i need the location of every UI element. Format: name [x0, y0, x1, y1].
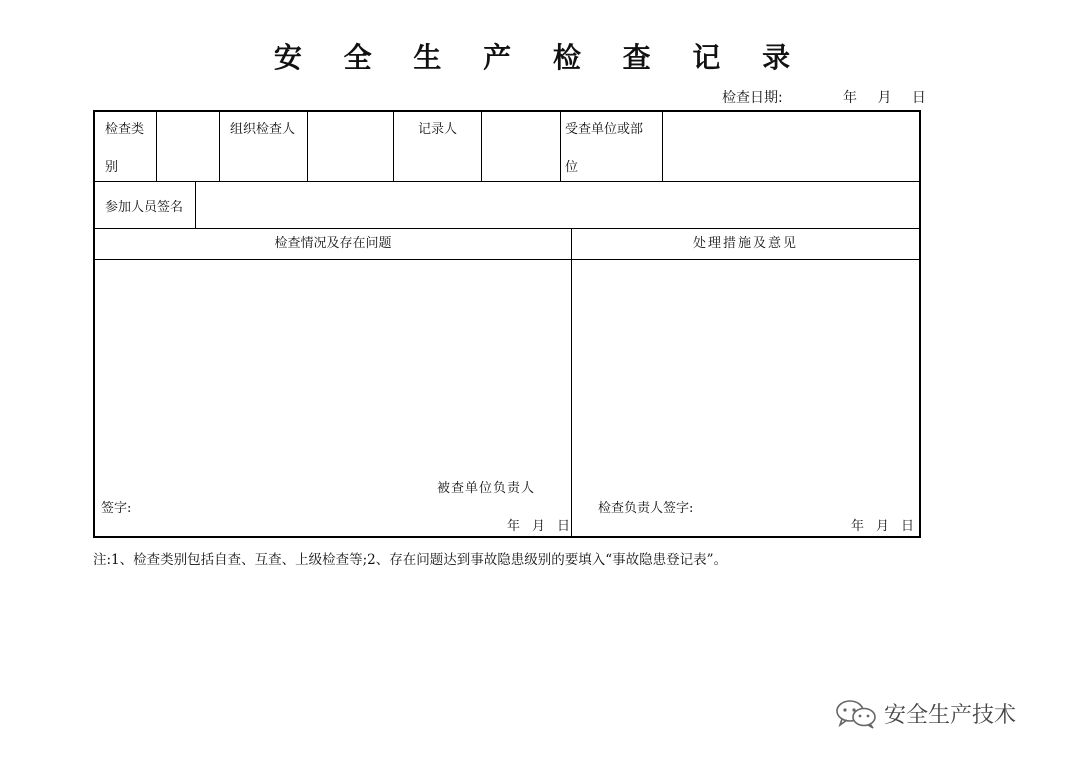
header-divider — [95, 259, 919, 260]
right-date: 年 月 日 — [851, 519, 915, 534]
row1-divider — [95, 181, 919, 182]
row2-divider — [95, 228, 919, 229]
row1-col6 — [560, 112, 561, 181]
inspection-form-table — [93, 110, 921, 538]
date-month: 月 — [877, 90, 892, 106]
measures-header: 处理措施及意见 — [692, 236, 798, 251]
right-sign-label: 检查负责人签字: — [598, 501, 694, 516]
watermark-text: 安全生产技术 — [884, 703, 1017, 728]
row1-col5 — [481, 112, 482, 181]
row2-col1 — [195, 181, 196, 228]
left-sign-label: 签字: — [101, 501, 132, 516]
main-split — [571, 228, 572, 536]
row1-col1 — [156, 112, 157, 181]
row1-col2 — [219, 112, 220, 181]
footnote: 注:1、检查类别包括自查、互查、上级检查等;2、存在问题达到事故隐患级别的要填入“事故隐患登记表”。 — [93, 552, 728, 568]
issues-header: 检查情况及存在问题 — [274, 236, 392, 251]
participants-label: 参加人员签名 — [105, 200, 184, 215]
row1-col3 — [307, 112, 308, 181]
page-title: 安 全 生 产 检 查 记 录 — [273, 41, 807, 74]
left-date: 年 月 日 — [507, 519, 571, 534]
inspection-date-label: 检查日期: — [722, 90, 783, 106]
row1-col4 — [393, 112, 394, 181]
watermark — [834, 698, 1016, 729]
category-label: 检查类 别 — [105, 122, 145, 175]
date-year: 年 — [843, 90, 857, 106]
wechat-icon — [834, 699, 878, 729]
inspection-date-fields — [843, 87, 942, 107]
recorder-label: 记录人 — [418, 122, 458, 137]
organizer-label: 组织检查人 — [230, 122, 296, 137]
inspected-unit-label: 受查单位或部 位 — [565, 122, 644, 175]
responsible-label: 被查单位负责人 — [437, 481, 536, 496]
row1-col7 — [662, 112, 663, 181]
date-day: 日 — [911, 90, 926, 106]
